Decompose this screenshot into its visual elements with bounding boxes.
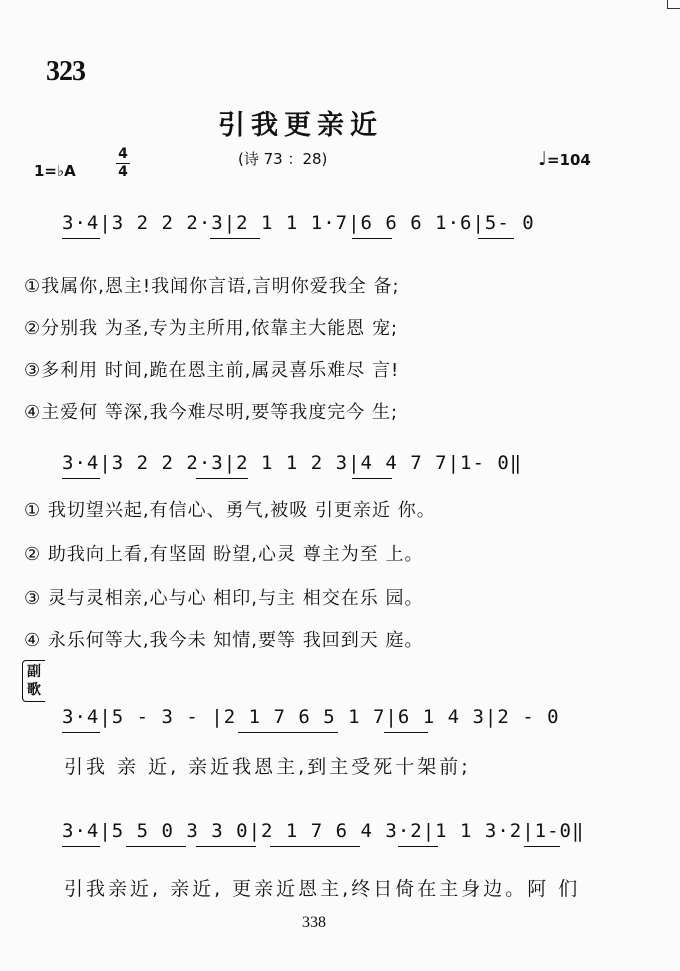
score-line-1: 3·4|3 2 2 2·3|2 1 1 1·7|6 6 6 1·6|5- 0 [62,212,535,234]
chorus-label: 副歌 [22,660,45,702]
tempo-marking [538,148,591,170]
verse-4-line-2: ④ 永乐何等大,我今未 知情,要等 我回到天 庭。 [24,630,424,651]
score-line-3: 3·4|5 - 3 - |2 1 7 6 5 1 7|6 1 4 3|2 - 0 [62,706,560,728]
verse-2-line-2: ② 助我向上看,有坚固 盼望,心灵 尊主为至 上。 [24,544,424,565]
time-signature [116,146,130,181]
tempo-value: =104 [546,151,591,169]
verse-1-line-1: ①我属你,恩主!我闻你言语,言明你爱我全 备; [24,276,400,297]
beam-underline [62,238,100,239]
time-signature-bottom: 4 [118,164,128,180]
key-signature: 1=♭A [34,162,76,180]
quarter-note-icon: ♩ [538,148,547,170]
beam-underline [62,846,100,847]
chorus-lyric-line-2: 引我亲近, 亲近, 更亲近恩主,终日倚在主身边。阿 们 [64,878,581,900]
beam-underline [352,478,392,479]
beam-underline [126,846,186,847]
score-line-4: 3·4|5 5 0 3 3 0|2 1 7 6 4 3·2|1 1 3·2|1-0‖ [62,820,585,842]
beam-underline [384,732,428,733]
verse-3-line-2: ③ 灵与灵相亲,心与心 相印,与主 相交在乐 园。 [24,588,424,609]
time-signature-top: 4 [118,146,128,162]
chorus-lyric-line-1: 引我 亲 近, 亲近我恩主,到主受死十架前; [64,756,471,778]
corner-mark [667,0,680,9]
hymn-number: 323 [46,56,85,87]
beam-underline [398,846,438,847]
beam-underline [196,846,256,847]
hymn-title: 引我更亲近 [218,110,383,141]
beam-underline [62,478,100,479]
score-line-2: 3·4|3 2 2 2·3|2 1 1 2 3|4 4 7 7|1- 0‖ [62,452,523,474]
beam-underline [524,846,560,847]
beam-underline [352,238,392,239]
scripture-reference: (诗 73 ：28) [238,150,328,168]
beam-underline [270,846,360,847]
beam-underline [196,478,248,479]
beam-underline [238,732,338,733]
verse-3-line-1: ③多利用 时间,跪在恩主前,属灵喜乐难尽 言! [24,360,400,381]
beam-underline [62,732,100,733]
verse-2-line-1: ②分别我 为圣,专为主所用,依靠主大能恩 宠; [24,318,399,339]
verse-4-line-1: ④主爱何 等深,我今难尽明,要等我度完今 生; [24,402,399,423]
beam-underline [478,238,514,239]
beam-underline [210,238,260,239]
verse-1-line-2: ① 我切望兴起,有信心、勇气,被吸 引更亲近 你。 [24,500,436,521]
page-number: 338 [302,914,326,931]
